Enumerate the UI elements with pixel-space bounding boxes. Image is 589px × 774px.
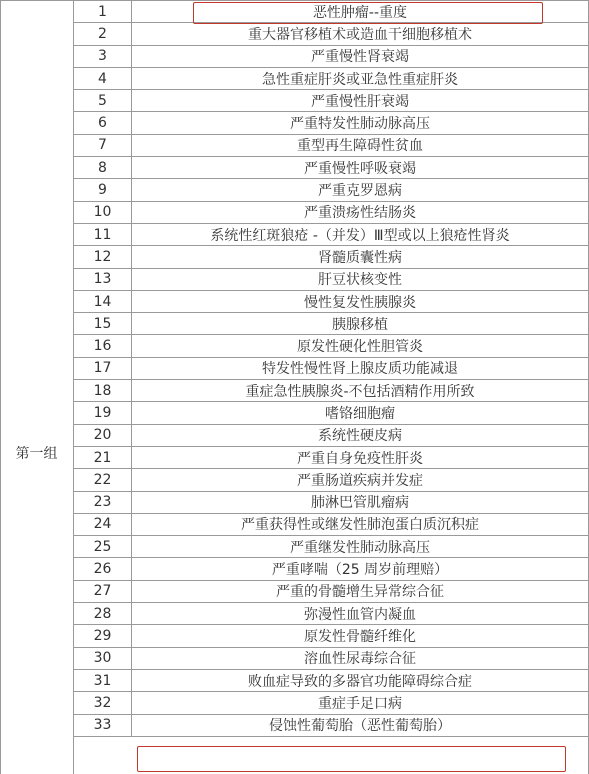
- disease-name: 败血症导致的多器官功能障碍综合症: [248, 673, 472, 690]
- disease-name: 嗜铬细胞瘤: [325, 405, 395, 422]
- row-number: 17: [74, 358, 132, 379]
- row-number: 4: [74, 68, 132, 89]
- row-number: 20: [74, 425, 132, 446]
- table-row: [74, 603, 588, 625]
- disease-name: 慢性复发性胰腺炎: [304, 294, 416, 311]
- table-row: [74, 135, 588, 157]
- highlight-box-row-1: [193, 2, 543, 24]
- row-number: 24: [74, 514, 132, 535]
- disease-name: 严重肠道疾病并发症: [297, 472, 423, 489]
- row-number: 23: [74, 492, 132, 513]
- row-number: 12: [74, 246, 132, 267]
- row-number: 14: [74, 291, 132, 312]
- row-number: 16: [74, 335, 132, 356]
- table-row: [74, 670, 588, 692]
- row-number: 10: [74, 202, 132, 223]
- table-row: [74, 692, 588, 714]
- row-number: 13: [74, 269, 132, 290]
- row-number: 22: [74, 469, 132, 490]
- highlight-box-row-33: [137, 746, 566, 772]
- table-row: [74, 558, 588, 580]
- table-row: [74, 380, 588, 402]
- disease-name: 原发性硬化性胆管炎: [297, 339, 423, 356]
- table-row: [74, 269, 588, 291]
- row-number: 11: [74, 224, 132, 245]
- row-number: 33: [74, 715, 132, 736]
- table-row: [74, 179, 588, 201]
- disease-name: 严重慢性肾衰竭: [311, 49, 409, 66]
- table-row: [74, 335, 588, 357]
- table-row: [74, 224, 588, 246]
- row-number: 3: [74, 46, 132, 67]
- table-row: [74, 68, 588, 90]
- disease-name: 急性重症肝炎或亚急性重症肝炎: [262, 71, 458, 88]
- row-number: 8: [74, 157, 132, 178]
- disease-name: 严重溃疡性结肠炎: [304, 205, 416, 222]
- table-row: [74, 447, 588, 469]
- table-row: [74, 157, 588, 179]
- table-row: [74, 536, 588, 558]
- table-row: [74, 402, 588, 424]
- row-number: 32: [74, 692, 132, 713]
- disease-name: 胰腺移植: [332, 316, 388, 333]
- table-row: [74, 514, 588, 536]
- disease-name: 肝豆状核变性: [318, 272, 402, 289]
- row-number: 7: [74, 135, 132, 156]
- row-number: 6: [74, 112, 132, 133]
- table-row: [74, 625, 588, 647]
- disease-name: 严重自身免疫性肝炎: [297, 450, 423, 467]
- row-number: 18: [74, 380, 132, 401]
- row-number: 9: [74, 179, 132, 200]
- disease-name: 严重获得性或继发性肺泡蛋白质沉积症: [241, 517, 479, 534]
- disease-name: 特发性慢性肾上腺皮质功能减退: [262, 361, 458, 378]
- row-number: 21: [74, 447, 132, 468]
- row-number: 31: [74, 670, 132, 691]
- disease-name: 系统性硬皮病: [318, 428, 402, 445]
- disease-name: 严重慢性呼吸衰竭: [304, 160, 416, 177]
- table-row: [74, 581, 588, 603]
- disease-name: 侵蚀性葡萄胎（恶性葡萄胎）: [269, 718, 451, 735]
- table-row: [74, 492, 588, 514]
- disease-name: 肾髓质囊性病: [318, 249, 402, 266]
- table-row: [74, 425, 588, 447]
- disease-name: 严重继发性肺动脉高压: [290, 539, 430, 556]
- disease-name: 弥漫性血管内凝血: [304, 606, 416, 623]
- disease-name: 严重哮喘（25 周岁前理赔）: [271, 562, 449, 579]
- row-number: 15: [74, 313, 132, 334]
- disease-name: 重症手足口病: [318, 695, 402, 712]
- row-number: 27: [74, 581, 132, 602]
- row-number: 29: [74, 625, 132, 646]
- group-label: 第一组: [15, 446, 58, 462]
- row-number: 19: [74, 402, 132, 423]
- table-row: [74, 23, 588, 45]
- row-number: 25: [74, 536, 132, 557]
- table-row: [74, 202, 588, 224]
- group-column: [0, 0, 74, 774]
- table-row: [74, 90, 588, 112]
- disease-name: 严重特发性肺动脉高压: [290, 116, 430, 133]
- table-row: [74, 46, 588, 68]
- disease-name: 严重的骨髓增生异常综合征: [276, 584, 444, 601]
- table-row: [74, 648, 588, 670]
- row-number: 28: [74, 603, 132, 624]
- table-row: [74, 715, 588, 737]
- table-rows: [74, 1, 588, 737]
- row-number: 26: [74, 558, 132, 579]
- table-row: [74, 291, 588, 313]
- disease-name: 重大器官移植术或造血干细胞移植术: [248, 26, 472, 43]
- table-row: [74, 358, 588, 380]
- disease-name: 系统性红斑狼疮 -（并发）Ⅲ型或以上狼疮性肾炎: [210, 227, 510, 244]
- row-number: 5: [74, 90, 132, 111]
- row-number: 2: [74, 23, 132, 44]
- disease-name: 重型再生障碍性贫血: [297, 138, 423, 155]
- disease-name: 严重慢性肝衰竭: [311, 93, 409, 110]
- table-row: [74, 112, 588, 134]
- disease-name: 严重克罗恩病: [318, 183, 402, 200]
- table-row: [74, 313, 588, 335]
- disease-name: 肺淋巴管肌瘤病: [311, 495, 409, 512]
- table-row: [74, 469, 588, 491]
- disease-name: 重症急性胰腺炎-不包括酒精作用所致: [245, 383, 475, 400]
- disease-name: 原发性骨髓纤维化: [304, 628, 416, 645]
- row-number: 1: [74, 1, 132, 22]
- disease-name: 溶血性尿毒综合征: [304, 651, 416, 668]
- disease-name: 恶性肿瘤--重度: [312, 4, 408, 21]
- table-row: [74, 246, 588, 268]
- row-number: 30: [74, 648, 132, 669]
